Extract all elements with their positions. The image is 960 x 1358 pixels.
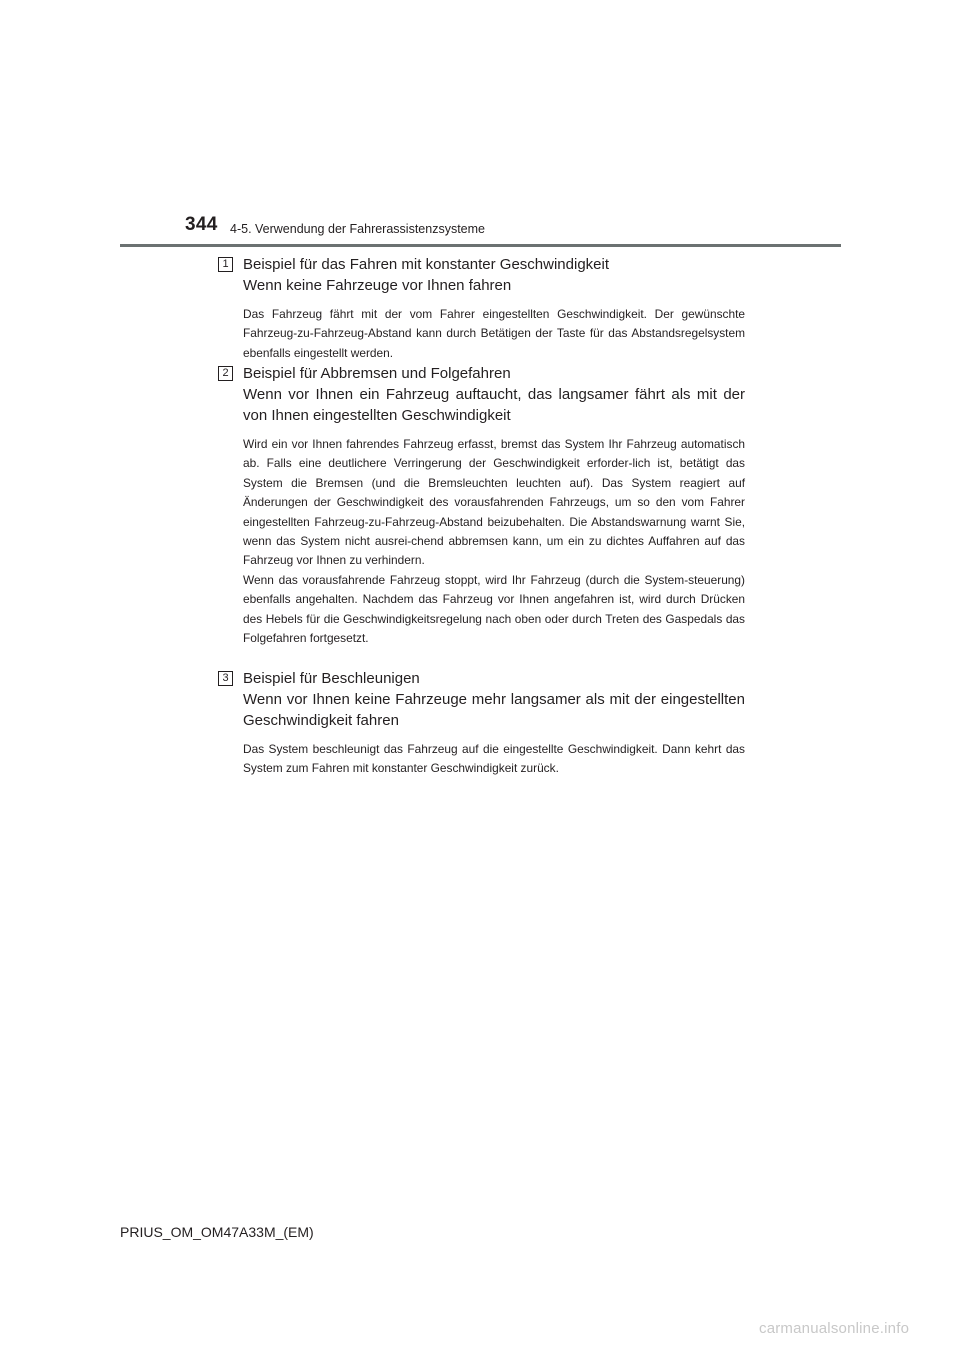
item-marker-2: 2 xyxy=(218,366,233,381)
item-constant-speed xyxy=(222,254,745,363)
watermark-link[interactable]: carmanualsonline.info xyxy=(759,1320,910,1337)
item-marker-1: 1 xyxy=(218,257,233,272)
item-body-paragraph: Das System beschleunigt das Fahrzeug auf die eingestellte Geschwindigkeit. Dann kehrt das System zum Fahren mit konstanter Geschwindigkeit zurück. xyxy=(243,742,745,776)
item-body-paragraph: Das Fahrzeug fährt mit der vom Fahrer eingestellten Geschwindigkeit. Der gewünschte Fahrzeug-zu-Fahrzeug-Abstand kann durch Betätigen der Taste für das Abstandsregelsystem ebenfalls eingestellt werden. xyxy=(243,307,745,360)
item-title: Beispiel für Beschleunigen xyxy=(243,670,420,687)
chapter-title: 4-5. Verwendung der Fahrerassistenzsysteme xyxy=(230,222,485,236)
item-body-paragraph: Wird ein vor Ihnen fahrendes Fahrzeug erfasst, bremst das System Ihr Fahrzeug automatisch ab. Falls eine deutlichere Verringerung der Geschwindigkeit erforder-lich ist, betätigt das System die Bremsen (und die Bremsleuchten leuchten auf). Das System reagiert auf Änderungen der Geschwindigkeit des vorausfahrenden Fahrzeugs, um so den vom Fahrer eingestellten Fahrzeug-zu-Fahrzeug-Abstand beizubehalten. Die Abstandswarnung warnt Sie, wenn das System nicht ausrei-chend abbremsen kann, um ein zu dichtes Auffahren auf das Fahrzeug vor Ihnen zu verhindern. xyxy=(243,437,745,568)
item-title: Beispiel für Abbremsen und Folgefahren xyxy=(243,365,511,382)
item-marker-3: 3 xyxy=(218,671,233,686)
item-acceleration xyxy=(222,668,745,779)
item-subtitle: Wenn vor Ihnen keine Fahrzeuge mehr langsamer als mit der eingestellten Geschwindigkeit fahren xyxy=(243,691,745,729)
document-code: PRIUS_OM_OM47A33M_(EM) xyxy=(120,1224,314,1240)
item-subtitle: Wenn vor Ihnen ein Fahrzeug auftaucht, das langsamer fährt als mit der von Ihnen eingestellten Geschwindigkeit xyxy=(243,386,745,424)
header-rule xyxy=(120,244,841,247)
item-subtitle: Wenn keine Fahrzeuge vor Ihnen fahren xyxy=(243,277,512,294)
item-title: Beispiel für das Fahren mit konstanter Geschwindigkeit xyxy=(243,256,610,273)
item-braking-following xyxy=(222,363,745,648)
item-body-paragraph: Wenn das vorausfahrende Fahrzeug stoppt, wird Ihr Fahrzeug (durch die System-steuerung) ebenfalls angehalten. Nachdem das Fahrzeug vor Ihnen angefahren ist, wird durch Drücken des Hebels für die Geschwindigkeitsregelung nach oben oder durch Treten des Gaspedals das Folgefahren fortgesetzt. xyxy=(243,572,745,646)
page-number: 344 xyxy=(185,214,218,235)
